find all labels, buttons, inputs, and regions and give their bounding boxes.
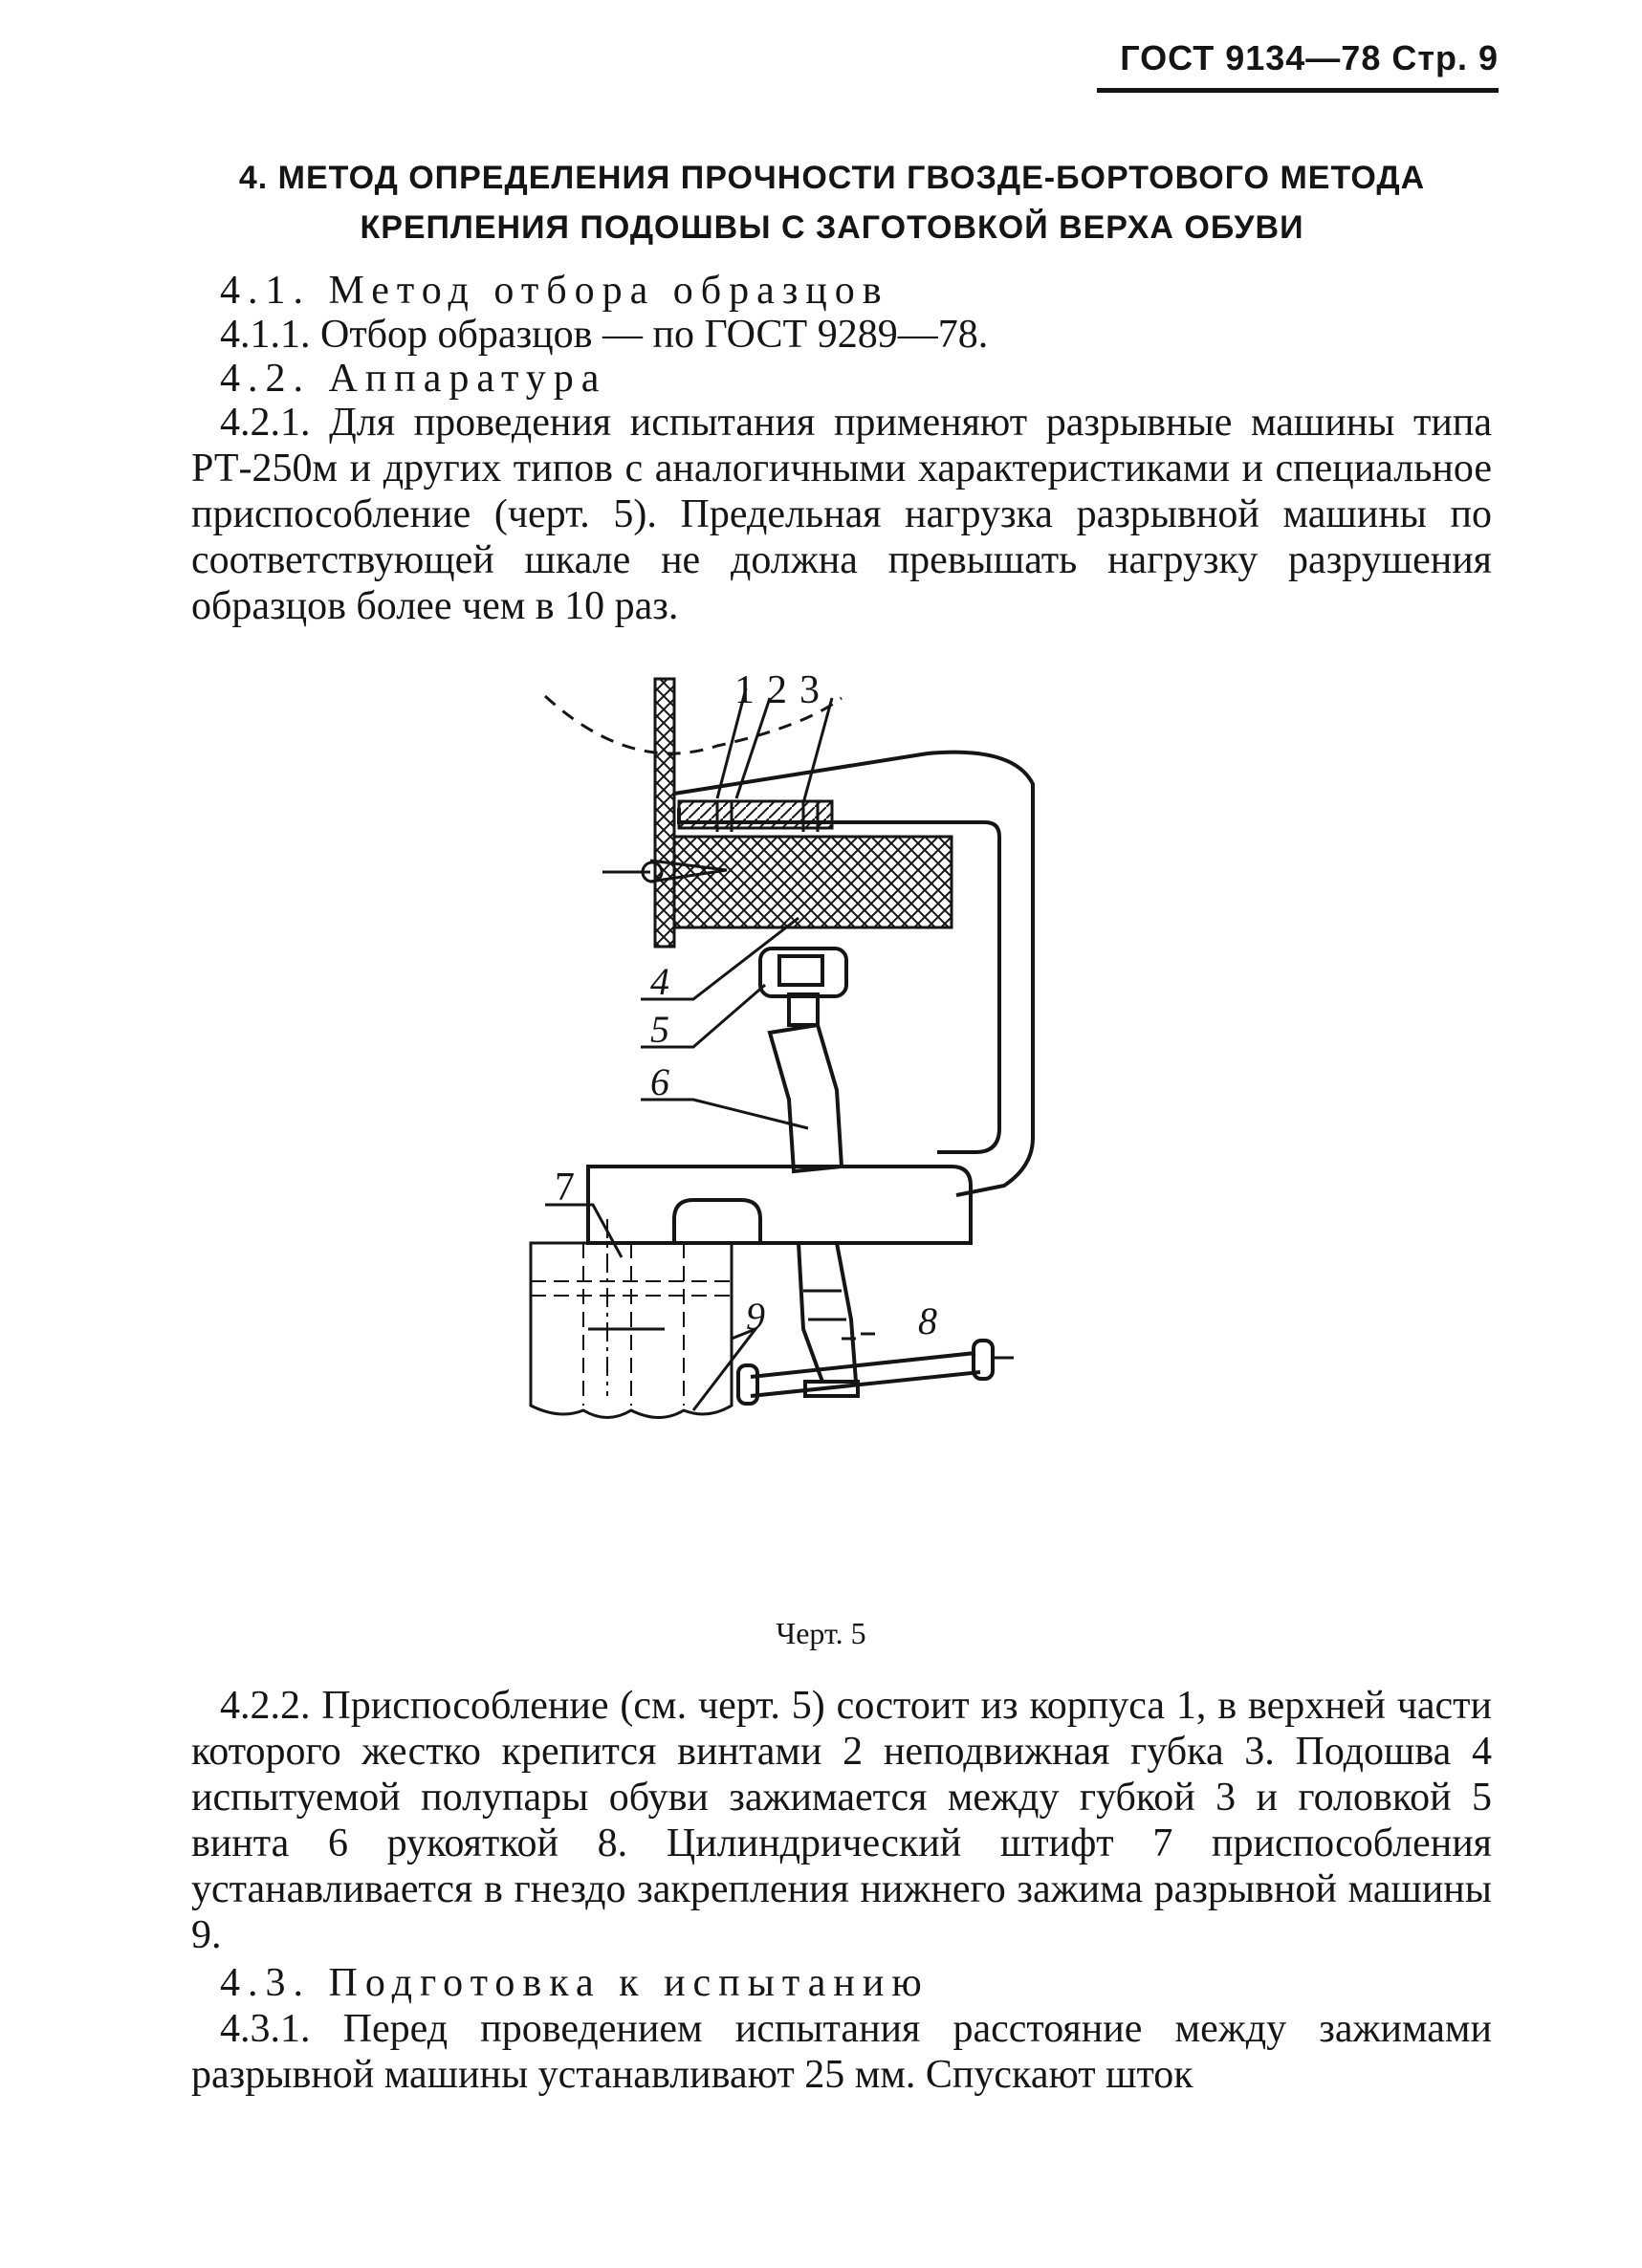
paragraph-4-3: 4.3. Подготовка к испытанию [220,1961,930,2005]
label-7: 7 [555,1166,575,1210]
label-4: 4 [650,960,669,1003]
section-title [210,153,1454,252]
label-2: 2 [767,669,787,712]
figure-drawing-5 [516,669,1243,1606]
paragraph-4-1-1: 4.1.1. Отбор образцов — по ГОСТ 9289—78. [220,313,989,357]
label-3: 3 [799,669,820,712]
section-title-line-1: 4. МЕТОД ОПРЕДЕЛЕНИЯ ПРОЧНОСТИ ГВОЗДЕ-БОРТОВОГО МЕТОДА [238,160,1426,196]
label-8: 8 [918,1299,937,1342]
figure-caption: Черт. 5 [776,1616,866,1650]
paragraph-4-2: 4.2. Аппаратура [220,357,607,401]
page-header [1097,38,1499,93]
label-1: 1 [734,669,755,712]
header-text: ГОСТ 9134—78 Стр. 9 [1097,38,1499,93]
label-5: 5 [650,1008,669,1051]
paragraph-4-2-2: 4.2.2. Приспособление (см. черт. 5) состоит из корпуса 1, в верхней части которого жестко крепится винтами 2 неподвижная губка 3. Подошва 4 испытуемой полупары обуви зажимается между губкой 3 и головкой 5 винта 6 рукояткой 8. Цилиндрический штифт 7 приспособления устанавливается в гнездо закрепления нижнего зажима разрывной машины 9. [191,1684,1492,1957]
label-6: 6 [650,1060,669,1103]
paragraph-4-1: 4.1. Метод отбора образцов [220,269,889,313]
fixture-drawing [516,669,1243,1606]
label-9: 9 [746,1295,765,1338]
paragraph-4-3-1: 4.3.1. Перед проведением испытания расстояние между зажимами разрывной машины устанавливают 25 мм. Спускают шток [191,2007,1492,2097]
paragraph-4-2-1: 4.2.1. Для проведения испытания применяют разрывные машины типа РТ-250м и других типов с аналогичными характеристиками и специальное приспособление (черт. 5). Предельная нагрузка разрывной машины по соответствующей шкале не должна превышать нагрузку разрушения образцов более чем в 10 раз. [191,401,1492,628]
section-title-line-2: КРЕПЛЕНИЯ ПОДОШВЫ С ЗАГОТОВКОЙ ВЕРХА ОБУВИ [360,209,1304,246]
